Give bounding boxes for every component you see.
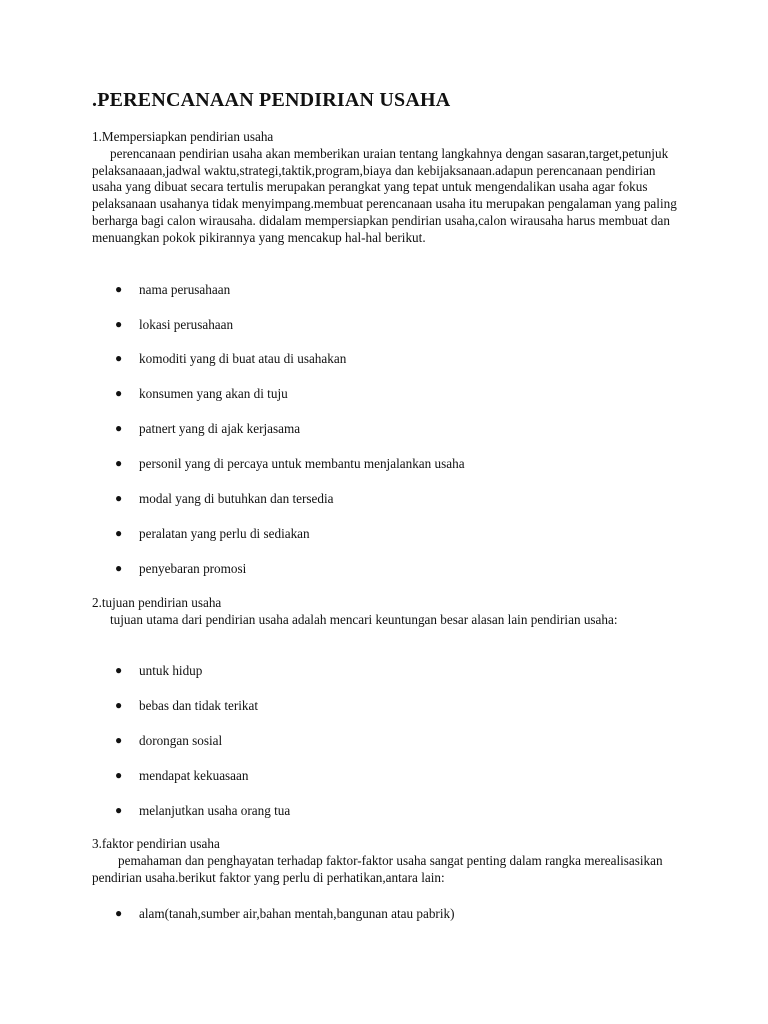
section-heading: 2.tujuan pendirian usaha xyxy=(92,595,222,610)
bullet-icon: ● xyxy=(115,491,123,505)
document-page: .PERENCANAAN PENDIRIAN USAHA 1.Mempersiapkan pendirian usaha perencanaan pendirian usaha akan memberikan uraian tentang langkahnya dengan sasaran,target,petunjuk pelaksanaaan,jadwal waktu,strategi,taktik,program,biaya dan kebijaksanaan.adapun perencanaan pendirian usaha yang dibuat secara tertulis merupakan perangkat yang tepat untuk mengendalikan usaha agar fokus pelaksanaan usahanya tidak menyimpang.membuat perencanaan usaha itu merupakan pengalaman yang paling berharga bagi calon wirausaha. didalam mempersiapkan pendirian usaha,calon wirausaha harus membuat dan menuangkan pokok pikirannya yang mencakup hal-hal berikut. ● nama perusahaan ● lokasi perusahaan ● komoditi yang di buat atau di usahakan ● konsumen yang akan di tuju ● patnert yang di ajak kerjasama ● personil yang di percaya untuk membantu menjalankan usaha ● modal yang di butuhkan dan tersedia ● peralatan yang perlu di sediakan ● penyebaran promosi 2.tujuan pendirian usaha tujuan utama dari pendirian usaha adalah mencari keuntungan besar alasan lain pendirian usaha: ● untuk hidup ● bebas dan tidak terikat ● dorongan sosial ● mendapat kekuasaan ● melanjutkan usaha orang tua 3.faktor pendirian usaha pemahaman dan penghayatan terhadap faktor-faktor usaha sangat penting dalam rangka merealisasikan pendirian usaha.berikut faktor yang perlu di perhatikan,antara lain: ● alam(tanah,sumber air,bahan mentah,bangunan atau pabrik) xyxy=(0,0,768,1024)
bullet-icon: ● xyxy=(115,351,123,365)
section-3 xyxy=(92,836,682,886)
bullet-icon: ● xyxy=(115,526,123,540)
section-heading: 1.Mempersiapkan pendirian usaha xyxy=(92,129,274,144)
section-1 xyxy=(92,129,682,247)
document-title: .PERENCANAAN PENDIRIAN USAHA xyxy=(92,89,451,111)
section-paragraph: pemahaman dan penghayatan terhadap faktor-faktor usaha sangat penting dalam rangka merealisasikan pendirian usaha.berikut faktor yang perlu di perhatikan,antara lain: xyxy=(92,852,663,885)
section-paragraph: perencanaan pendirian usaha akan memberikan uraian tentang langkahnya dengan sasaran,target,petunjuk pelaksanaaan,jadwal waktu,strategi,taktik,program,biaya dan kebijaksanaan.adapun perencanaan pendirian usaha yang dibuat secara tertulis merupakan perangkat yang tepat untuk mengendalikan usaha agar fokus pelaksanaan usahanya tidak menyimpang.membuat perencanaan usaha itu merupakan pengalaman yang paling berharga bagi calon wirausaha. didalam mempersiapkan pendirian usaha,calon wirausaha harus membuat dan menuangkan pokok pikirannya yang mencakup hal-hal berikut. xyxy=(92,145,677,245)
section-heading: 3.faktor pendirian usaha xyxy=(92,836,220,851)
section-2 xyxy=(92,595,682,629)
bullet-icon: ● xyxy=(115,561,123,575)
bullet-icon: ● xyxy=(115,733,123,747)
bullet-icon: ● xyxy=(115,317,123,331)
bullet-icon: ● xyxy=(115,803,123,817)
bullet-icon: ● xyxy=(115,698,123,712)
bullet-icon: ● xyxy=(115,282,123,296)
bullet-icon: ● xyxy=(115,386,123,400)
bullet-icon: ● xyxy=(115,663,123,677)
bullet-icon: ● xyxy=(115,421,123,435)
bullet-icon: ● xyxy=(115,768,123,782)
bullet-icon: ● xyxy=(115,906,123,920)
bullet-icon: ● xyxy=(115,456,123,470)
section-paragraph: tujuan utama dari pendirian usaha adalah mencari keuntungan besar alasan lain pendirian usaha: xyxy=(110,611,618,627)
